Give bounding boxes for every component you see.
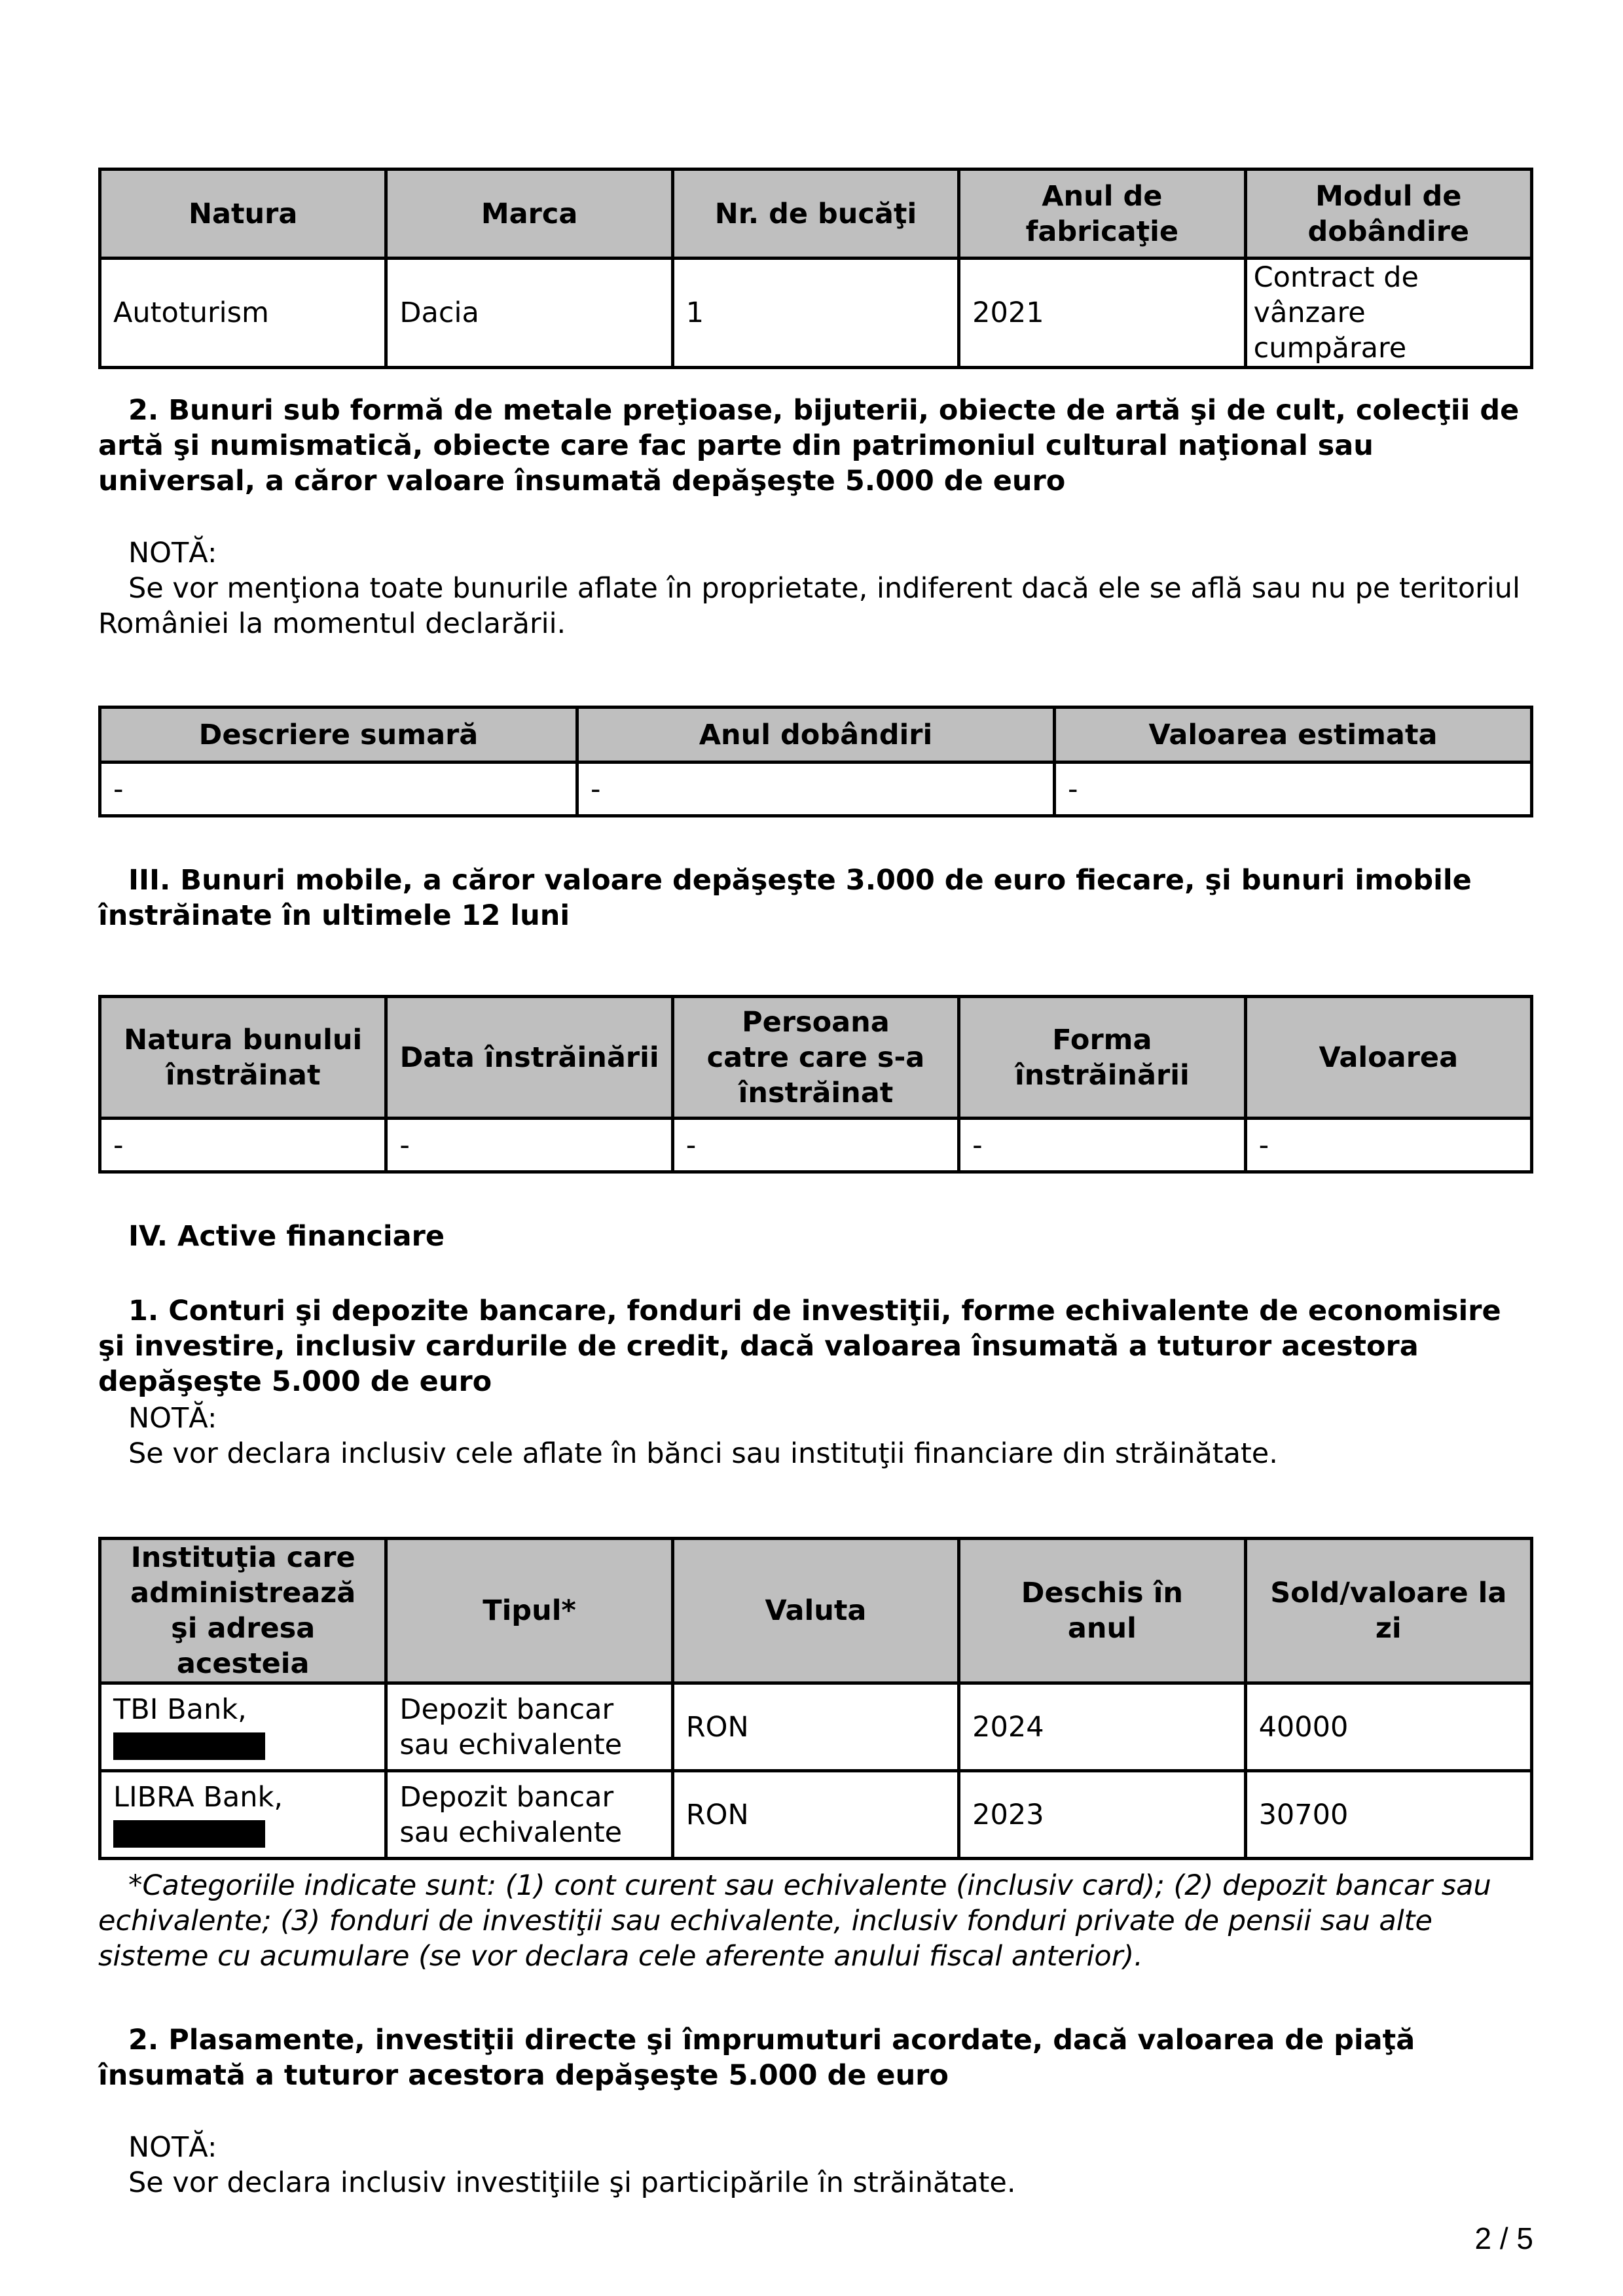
table-cell: Contract de vânzare cumpărare: [1245, 259, 1531, 368]
column-header: Descriere sumară: [100, 708, 577, 762]
column-header: Data înstrăinării: [386, 997, 672, 1119]
subsection-heading: 1. Conturi şi depozite bancare, fonduri de investiţii, forme echivalente de economisire şi investire, inclusiv cardurile de credit, dacă valoarea însumată a tuturor acestora depăşeşte 5.000 de euro: [98, 1295, 1501, 1398]
column-header: Anul de fabricaţie: [959, 170, 1245, 259]
table-header-row: [100, 708, 1532, 762]
alienated-goods-table: [98, 995, 1533, 1174]
institution-name: LIBRA Bank,: [113, 1780, 283, 1814]
table-cell: Autoturism: [100, 259, 386, 368]
column-header: Valoarea estimata: [1055, 708, 1532, 762]
section-heading: III. Bunuri mobile, a căror valoare depăşeşte 3.000 de euro fiecare, şi bunuri imobile înstrăinate în ultimele 12 luni: [98, 864, 1472, 932]
note-label: NOTĂ:: [128, 1402, 217, 1435]
table-header-row: [100, 1539, 1532, 1683]
column-header: Forma înstrăinării: [959, 997, 1245, 1119]
note-block: [98, 535, 1533, 641]
column-header: Valuta: [672, 1539, 958, 1683]
table-cell: -: [100, 762, 577, 816]
vehicles-table: [98, 168, 1533, 369]
table-row: [100, 259, 1532, 368]
note-text: Se vor declara inclusiv cele aflate în bănci sau instituţii financiare din străinătate.: [128, 1437, 1278, 1470]
valuables-table: [98, 706, 1533, 817]
column-header: Modul de dobândire: [1245, 170, 1531, 259]
table-row: [100, 1683, 1532, 1771]
column-header: Marca: [386, 170, 672, 259]
column-header: Nr. de bucăţi: [672, 170, 958, 259]
section-heading: IV. Active financiare: [128, 1220, 445, 1253]
institution-cell: [100, 1771, 386, 1859]
note-text: Se vor declara inclusiv investiţiile şi participările în străinătate.: [128, 2166, 1016, 2199]
table-row: [100, 762, 1532, 816]
table-cell: 1: [672, 259, 958, 368]
column-header: Natura bunului înstrăinat: [100, 997, 386, 1119]
table-cell: 2024: [959, 1683, 1245, 1771]
table-header-row: [100, 997, 1532, 1119]
redacted-address: [113, 1820, 265, 1848]
institution-name: TBI Bank,: [113, 1693, 247, 1726]
table-row: [100, 1119, 1532, 1172]
bank-accounts-table: [98, 1537, 1533, 1860]
table-cell: RON: [672, 1683, 958, 1771]
note-text: Se vor menţiona toate bunurile aflate în proprietate, indiferent dacă ele se află sau nu pe teritoriul României la momentul declarării.: [98, 572, 1520, 640]
column-header: Valoarea: [1245, 997, 1531, 1119]
subsection-heading: 2. Plasamente, investiţii directe şi împrumuturi acordate, dacă valoarea de piaţă însumată a tuturor acestora depăşeşte 5.000 de euro: [98, 2024, 1415, 2092]
table-cell: -: [959, 1119, 1245, 1172]
table-cell: 2023: [959, 1771, 1245, 1859]
table-header-row: [100, 170, 1532, 259]
institution-cell: [100, 1683, 386, 1771]
column-header: Sold/valoare la zi: [1245, 1539, 1531, 1683]
table-cell: -: [386, 1119, 672, 1172]
column-header: Anul dobândiri: [577, 708, 1055, 762]
table-cell: 2021: [959, 259, 1245, 368]
note-block: [98, 1401, 1533, 1471]
redacted-address: [113, 1732, 265, 1760]
table-cell: Depozit bancar sau echivalente: [386, 1771, 672, 1859]
table-cell: -: [577, 762, 1055, 816]
note-label: NOTĂ:: [128, 2131, 217, 2164]
section-heading: 2. Bunuri sub formă de metale preţioase, bijuterii, obiecte de artă şi de cult, colecţii de artă şi numismatică, obiecte care fac parte din patrimoniul cultural naţional sau universal, a căror valoare însumată depăşeşte 5.000 de euro: [98, 394, 1520, 497]
footnote: *Categoriile indicate sunt: (1) cont curent sau echivalente (inclusiv card); (2) depozit bancar sau echivalente; (3) fonduri de investiţii sau echivalente, inclusiv fonduri private de pensii sau alte sisteme cu acumulare (se vor declara cele aferente anului fiscal anterior).: [98, 1869, 1491, 1973]
table-cell: 40000: [1245, 1683, 1531, 1771]
note-label: NOTĂ:: [128, 537, 217, 569]
page-number: 2 / 5: [1474, 2221, 1533, 2255]
column-header: Persoana catre care s-a înstrăinat: [672, 997, 958, 1119]
table-cell: 30700: [1245, 1771, 1531, 1859]
table-cell: Depozit bancar sau echivalente: [386, 1683, 672, 1771]
table-cell: -: [100, 1119, 386, 1172]
note-block: [98, 2130, 1533, 2200]
table-cell: Dacia: [386, 259, 672, 368]
column-header: Deschis în anul: [959, 1539, 1245, 1683]
column-header: Natura: [100, 170, 386, 259]
column-header: Instituţia care administrează şi adresa acesteia: [100, 1539, 386, 1683]
table-cell: -: [672, 1119, 958, 1172]
table-cell: -: [1055, 762, 1532, 816]
table-row: [100, 1771, 1532, 1859]
table-cell: RON: [672, 1771, 958, 1859]
table-cell: -: [1245, 1119, 1531, 1172]
column-header: Tipul*: [386, 1539, 672, 1683]
